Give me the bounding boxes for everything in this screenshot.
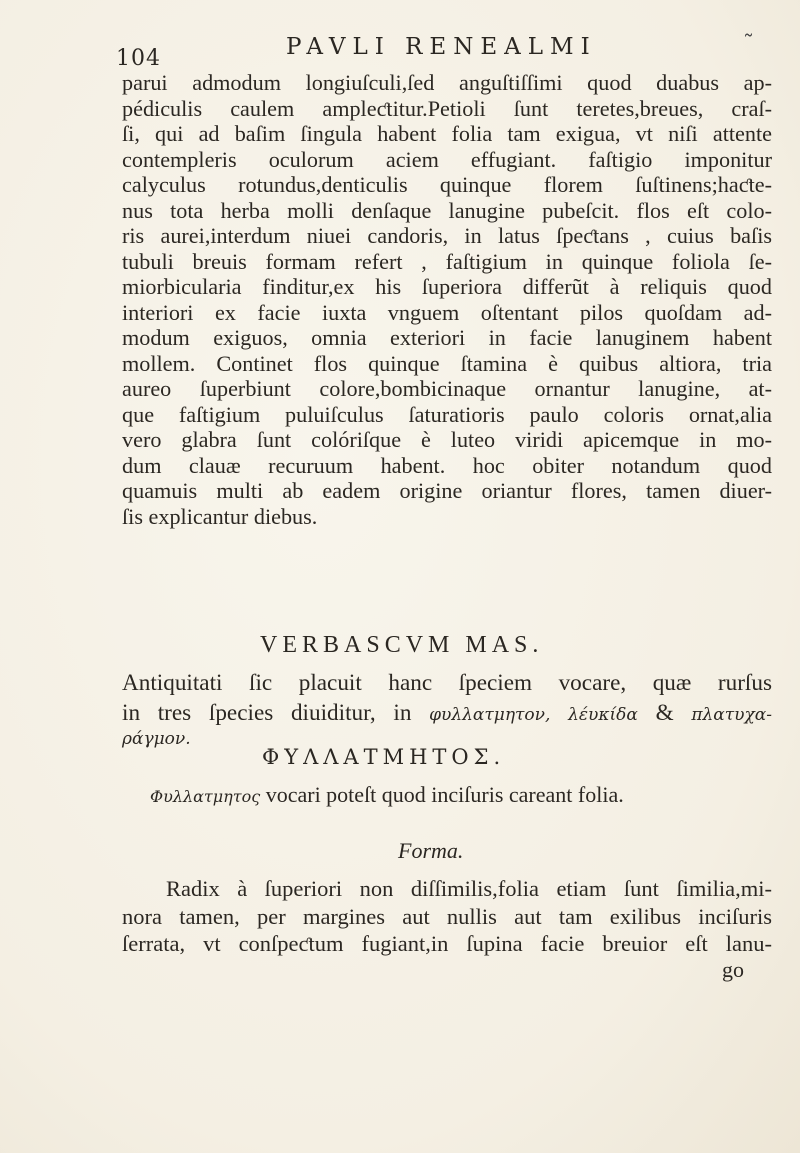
text-line: parui admodum longiuſculi,ſed anguſtiſſimi quod duabus ap- [122, 70, 772, 95]
text-line: nus tota herba molli denſaque lanugine pubeſcit. flos eſt colo- [122, 197, 772, 223]
text-line: Antiquitati ſic placuit hanc ſpeciem vocare, quæ rurſus [122, 670, 772, 696]
greek-word: λέυκίδα [568, 705, 638, 725]
greek-word-continuation: ράγμον. [122, 729, 191, 749]
text-line: ſis explicantur diebus. [122, 503, 318, 529]
greek-definition-line [150, 782, 624, 808]
page-header [116, 28, 756, 71]
text-line: dum clauæ recuruum habent. hoc obiter notandum quod [122, 452, 772, 478]
greek-word: πλατυχα- [691, 705, 773, 725]
text-line: ſi, qui ad baſim ſingula habent folia tam exigua, vt niſi attente [122, 121, 772, 146]
text-line: nora tamen, per margines aut nullis aut tam exilibus inciſuris [122, 903, 772, 929]
text-line: tubuli breuis formam refert , faſtigium in quinque foliola ſe- [122, 248, 772, 274]
text-line: que faſtigium puluiſculus ſaturatioris paulo coloris ornat,alia [122, 401, 772, 427]
running-title: PAVLI RENEALMI [286, 34, 597, 60]
paragraph-1 [122, 70, 772, 529]
text-line: interiori ex facie iuxta vnguem oſtentant pilos quoſdam ad- [122, 299, 772, 325]
text-line: miorbicularia finditur,ex his ſuperiora differũt à reliquis quod [122, 274, 772, 299]
greek-word: Φυλλατμητος [150, 787, 261, 806]
greek-heading: ΦΥΛΛΑΤΜΗΤΟΣ. [262, 745, 506, 769]
ampersand: & [655, 700, 674, 726]
text-line: aureo ſuperbiunt colore,bombicinaque ornantur lanugine, at- [122, 376, 772, 401]
section-heading: VERBASCVM MAS. [260, 632, 544, 658]
corner-mark: ˜ [743, 32, 754, 57]
paragraph-3 [122, 875, 772, 958]
text-line: pédiculis caulem ampleƈtitur.Petioli ſunt teretes,breues, craſ- [122, 95, 772, 121]
text-fragment: in tres ſpecies diuiditur, in [122, 700, 412, 726]
text-line: ſerrata, vt conſpeƈtum fugiant,in ſupina facie breuior eſt lanu- [122, 931, 772, 956]
page-number: 104 [116, 46, 161, 71]
forma-heading: Forma. [398, 838, 464, 863]
text-line: ris aurei,interdum niuei candoris, in latus ſpeƈtans , cuius baſis [122, 223, 772, 248]
text-line-with-greek [122, 698, 772, 730]
paragraph-2 [122, 668, 772, 748]
text-line: quamuis multi ab eadem origine oriantur flores, tamen diuer- [122, 478, 772, 503]
text-line: Radix à ſuperiori non diſſimilis,folia etiam ſunt ſimilia,mi- [166, 876, 772, 901]
text-line: calyculus rotundus,denticulis quinque florem ſuſtinens;haƈte- [122, 172, 772, 197]
text-line: mollem. Continet flos quinque ſtamina è quibus altiora, tria [122, 350, 772, 376]
text-line: contempleris oculorum aciem effugiant. faſtigio imponitur [122, 146, 772, 172]
catchword: go [722, 957, 744, 982]
greek-word: φυλλατμητον, [429, 705, 551, 725]
text-fragment: vocari poteſt quod inciſuris careant folia. [260, 782, 624, 807]
text-line: vero glabra ſunt colóriſque è luteo viridi apicemque in mo- [122, 427, 772, 452]
text-line: modum exiguos, omnia exteriori in facie lanuginem habent [122, 325, 772, 350]
